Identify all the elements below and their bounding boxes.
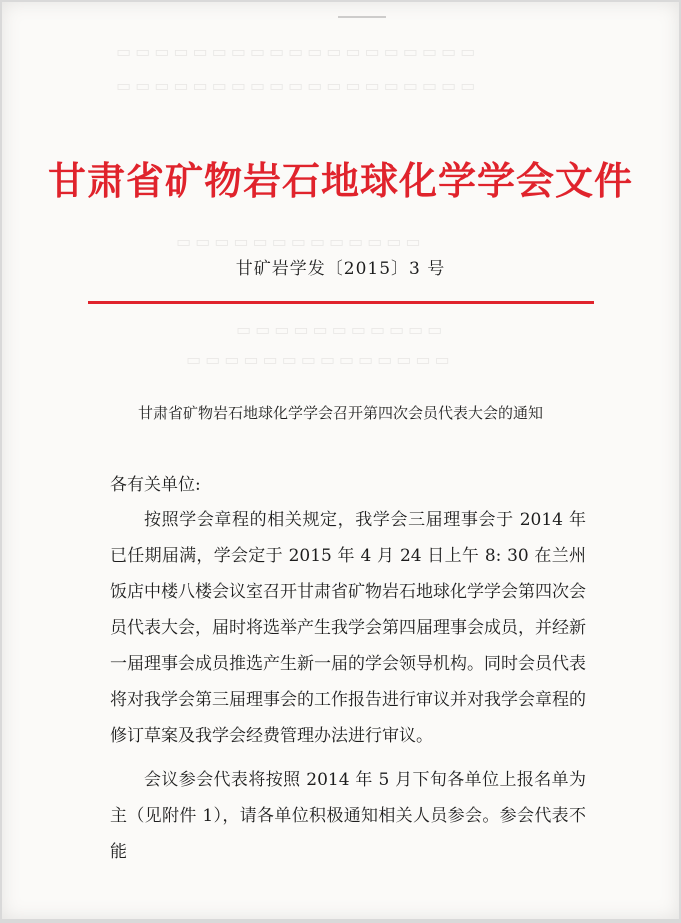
document-header-title: 甘肃省矿物岩石地球化学学会文件 (47, 159, 633, 203)
bleed-through-text: ▭▭▭▭▭▭▭▭▭▭▭▭▭▭▭▭▭▭▭ (112, 76, 476, 95)
body-text (110, 502, 586, 870)
notice-title: 甘肃省矿物岩石地球化学学会召开第四次会员代表大会的通知 (137, 404, 543, 422)
scan-mark (338, 16, 386, 18)
body-paragraph: 按照学会章程的相关规定，我学会三届理事会于 2014 年已任期届满，学会定于 2015 年 4 月 24 日上午 8: 30 在兰州饭店中楼八楼会议室召开甘肃省矿物岩石地球化学学会第四次会员代表大会，届时将选举产生我学会第四届理事会成员，并经新一届理事会成员推选产生新一届的学会领导机构。同时会员代表将对我学会第三届理事会的工作报告进行审议并对我学会章程的修订草案及我学会经费管理办法进行审议。 (110, 510, 586, 746)
header-red-rule (88, 301, 594, 304)
body-paragraph: 会议参会代表将按照 2014 年 5 月下旬各单位上报名单为主（见附件 1），请各单位积极通知相关人员参会。参会代表不能 (110, 770, 586, 862)
bleed-through-text: ▭▭▭▭▭▭▭▭▭▭▭▭▭ (172, 232, 421, 251)
salutation: 各有关单位: (110, 475, 201, 495)
document-number: 甘矿岩学发〔2015〕3 号 (235, 259, 446, 279)
document-page (2, 2, 679, 919)
bleed-through-text: ▭▭▭▭▭▭▭▭▭▭▭ (232, 320, 443, 339)
bleed-through-text: ▭▭▭▭▭▭▭▭▭▭▭▭▭▭▭▭▭▭▭ (112, 42, 476, 61)
bleed-through-text: ▭▭▭▭▭▭▭▭▭▭▭▭▭▭ (182, 350, 450, 369)
